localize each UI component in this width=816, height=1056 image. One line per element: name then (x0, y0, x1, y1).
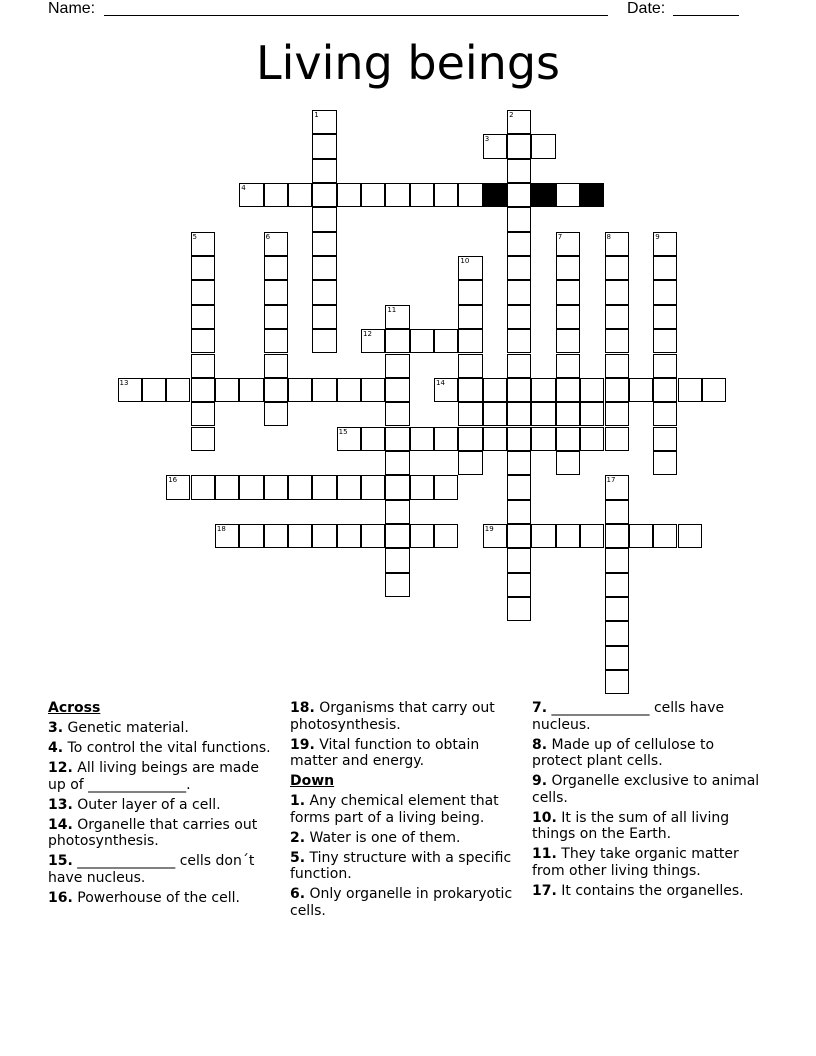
grid-cell[interactable] (191, 232, 215, 256)
grid-cell[interactable] (702, 378, 726, 402)
clue-text: They take organic matter from other living things. (532, 846, 739, 879)
clue-text: Organelle exclusive to animal cells. (532, 773, 760, 806)
grid-cell[interactable] (385, 378, 409, 402)
grid-cell[interactable] (605, 232, 629, 256)
across-clue (48, 740, 280, 757)
grid-cell[interactable] (166, 475, 190, 499)
grid-cell[interactable] (288, 524, 312, 548)
grid-cell[interactable] (605, 280, 629, 304)
clue-number: 13. (48, 796, 73, 813)
grid-cell[interactable] (605, 621, 629, 645)
clue-number: 5 (192, 232, 198, 241)
grid-cell[interactable] (312, 134, 336, 158)
grid-cell[interactable] (507, 451, 531, 475)
clue-text: Water is one of them. (309, 829, 461, 846)
grid-cell[interactable] (507, 524, 531, 548)
grid-cell[interactable] (653, 378, 677, 402)
clue-text: ______________ cells don´t have nucleus. (48, 853, 255, 886)
clue-text: To control the vital functions. (67, 740, 271, 756)
date-label: Date: (627, 0, 666, 17)
grid-cell[interactable] (312, 305, 336, 329)
grid-cell[interactable] (531, 378, 555, 402)
down-clue (532, 700, 764, 733)
grid-cell[interactable] (653, 305, 677, 329)
grid-cell[interactable] (458, 378, 482, 402)
clue-number: 9 (655, 232, 660, 241)
grid-cell[interactable] (458, 354, 482, 378)
grid-cell[interactable] (215, 378, 239, 402)
grid-cell[interactable] (483, 134, 507, 158)
grid-cell[interactable] (556, 232, 580, 256)
across-heading: Across (48, 700, 101, 716)
down-clue (532, 737, 764, 770)
grid-cell[interactable] (264, 183, 288, 207)
grid-cell[interactable] (434, 524, 458, 548)
grid-cell[interactable] (507, 232, 531, 256)
grid-cell[interactable] (264, 402, 288, 426)
down-clue (290, 793, 522, 826)
grid-cell[interactable] (458, 427, 482, 451)
grid-cell[interactable] (556, 183, 580, 207)
grid-cell[interactable] (653, 329, 677, 353)
grid-cell[interactable] (605, 597, 629, 621)
clue-text: Vital function to obtain matter and energy. (290, 736, 480, 769)
grid-cell[interactable] (191, 402, 215, 426)
grid-cell[interactable] (580, 378, 604, 402)
clue-text: Organisms that carry out photosynthesis. (290, 700, 495, 733)
grid-cell[interactable] (385, 500, 409, 524)
grid-cell[interactable] (653, 354, 677, 378)
clue-number: 10. (532, 809, 557, 826)
grid-cell[interactable] (507, 183, 531, 207)
grid-cell[interactable] (264, 305, 288, 329)
grid-cell[interactable] (264, 475, 288, 499)
grid-cell[interactable] (434, 378, 458, 402)
grid-cell[interactable] (385, 427, 409, 451)
grid-cell[interactable] (678, 378, 702, 402)
clue-text: Only organelle in prokaryotic cells. (290, 886, 513, 919)
grid-cell[interactable] (361, 378, 385, 402)
grid-cell[interactable] (507, 597, 531, 621)
grid-cell[interactable] (531, 524, 555, 548)
grid-cell[interactable] (434, 427, 458, 451)
clue-number: 9. (532, 773, 548, 789)
grid-cell[interactable] (312, 524, 336, 548)
grid-cell[interactable] (507, 110, 531, 134)
down-clue (532, 883, 764, 900)
clue-text: Made up of cellulose to protect plant cells. (532, 736, 715, 769)
clue-number: 8. (532, 736, 548, 753)
grid-cell[interactable] (385, 183, 409, 207)
clue-number: 6. (290, 886, 306, 902)
grid-cell[interactable] (312, 280, 336, 304)
clue-number: 4 (241, 184, 246, 193)
grid-cell[interactable] (312, 232, 336, 256)
grid-cell[interactable] (312, 159, 336, 183)
grid-cell[interactable] (605, 548, 629, 572)
grid-cell[interactable] (361, 475, 385, 499)
grid-cell[interactable] (264, 232, 288, 256)
grid-cell[interactable] (410, 427, 434, 451)
clues-column-2 (290, 700, 522, 923)
grid-cell[interactable] (653, 427, 677, 451)
clue-text: Any chemical element that forms part of a living being. (290, 793, 499, 826)
grid-cell[interactable] (556, 451, 580, 475)
across-clue (48, 890, 280, 907)
grid-cell[interactable] (605, 573, 629, 597)
grid-cell[interactable] (507, 354, 531, 378)
grid-cell[interactable] (605, 500, 629, 524)
clue-number: 11. (532, 846, 557, 862)
down-clue (532, 810, 764, 843)
clue-text: Genetic material. (67, 720, 189, 736)
grid-cell[interactable] (653, 524, 677, 548)
grid-cell[interactable] (605, 670, 629, 694)
clue-number: 16. (48, 889, 73, 906)
grid-cell[interactable] (434, 475, 458, 499)
grid-cell[interactable] (507, 548, 531, 572)
clue-number: 3. (48, 720, 64, 736)
grid-cell[interactable] (507, 573, 531, 597)
grid-cell[interactable] (605, 524, 629, 548)
clue-number: 5. (290, 849, 306, 866)
grid-cell[interactable] (264, 524, 288, 548)
down-clue (532, 773, 764, 806)
grid-cell[interactable] (483, 378, 507, 402)
across-clue (48, 720, 280, 737)
grid-cell[interactable] (605, 402, 629, 426)
grid-cell[interactable] (191, 475, 215, 499)
grid-cell[interactable] (361, 329, 385, 353)
clue-text: It contains the organelles. (561, 882, 744, 899)
blocked-square (580, 183, 604, 207)
grid-cell[interactable] (191, 280, 215, 304)
clue-number: 7. (532, 700, 548, 716)
grid-cell[interactable] (580, 524, 604, 548)
grid-cell[interactable] (507, 134, 531, 158)
grid-cell[interactable] (580, 427, 604, 451)
down-clue (290, 850, 522, 883)
grid-cell[interactable] (410, 329, 434, 353)
clue-number: 6 (265, 232, 271, 241)
grid-cell[interactable] (507, 329, 531, 353)
clue-number: 1 (314, 111, 319, 119)
grid-cell[interactable] (507, 500, 531, 524)
clue-number: 11 (387, 305, 397, 314)
grid-cell[interactable] (531, 402, 555, 426)
grid-cell[interactable] (288, 475, 312, 499)
grid-cell[interactable] (385, 524, 409, 548)
across-clue (48, 797, 280, 814)
grid-cell[interactable] (507, 159, 531, 183)
clue-number: 1. (290, 793, 306, 809)
clue-number: 12. (48, 760, 73, 776)
grid-cell[interactable] (312, 110, 336, 134)
across-clue (48, 853, 280, 886)
grid-cell[interactable] (264, 378, 288, 402)
clue-number: 2. (290, 829, 306, 846)
grid-cell[interactable] (507, 207, 531, 231)
grid-cell[interactable] (653, 232, 677, 256)
grid-cell[interactable] (312, 378, 336, 402)
grid-cell[interactable] (458, 451, 482, 475)
grid-cell[interactable] (337, 475, 361, 499)
grid-cell[interactable] (507, 305, 531, 329)
grid-cell[interactable] (653, 402, 677, 426)
grid-cell[interactable] (458, 280, 482, 304)
clue-text: All living beings are made up of ______________. (48, 760, 259, 793)
clue-text: Organelle that carries out photosynthesis. (48, 816, 258, 849)
grid-cell[interactable] (118, 378, 142, 402)
grid-cell[interactable] (385, 548, 409, 572)
grid-cell[interactable] (678, 524, 702, 548)
grid-cell[interactable] (385, 451, 409, 475)
grid-cell[interactable] (507, 256, 531, 280)
grid-cell[interactable] (215, 475, 239, 499)
clue-number: 19. (290, 736, 315, 753)
across-clue (48, 817, 280, 850)
grid-cell[interactable] (385, 573, 409, 597)
grid-cell[interactable] (361, 524, 385, 548)
grid-cell[interactable] (556, 378, 580, 402)
down-clue (290, 830, 522, 847)
clues-column-3 (532, 700, 764, 903)
grid-cell[interactable] (385, 475, 409, 499)
grid-cell[interactable] (191, 329, 215, 353)
grid-cell[interactable] (191, 427, 215, 451)
grid-cell[interactable] (556, 305, 580, 329)
across-clue-list (290, 700, 522, 770)
grid-cell[interactable] (556, 427, 580, 451)
grid-cell[interactable] (556, 354, 580, 378)
clue-number: 7 (557, 232, 563, 241)
clue-number: 19 (484, 524, 494, 533)
clue-number: 17 (606, 476, 616, 485)
clue-number: 15 (338, 427, 348, 436)
grid-cell[interactable] (191, 354, 215, 378)
clue-text: It is the sum of all living things on the Earth. (532, 809, 730, 842)
grid-cell[interactable] (312, 475, 336, 499)
grid-cell[interactable] (458, 256, 482, 280)
grid-cell[interactable] (434, 183, 458, 207)
clue-number: 2 (509, 111, 514, 119)
grid-cell[interactable] (312, 183, 336, 207)
grid-cell[interactable] (580, 402, 604, 426)
clue-number: 3 (484, 135, 490, 144)
grid-cell[interactable] (239, 524, 263, 548)
grid-cell[interactable] (507, 427, 531, 451)
grid-cell[interactable] (531, 134, 555, 158)
grid-cell[interactable] (605, 329, 629, 353)
grid-cell[interactable] (215, 524, 239, 548)
grid-cell[interactable] (410, 524, 434, 548)
grid-cell[interactable] (458, 329, 482, 353)
grid-cell[interactable] (361, 427, 385, 451)
grid-cell[interactable] (653, 451, 677, 475)
grid-cell[interactable] (264, 256, 288, 280)
grid-cell[interactable] (653, 280, 677, 304)
grid-cell[interactable] (312, 329, 336, 353)
grid-cell[interactable] (312, 207, 336, 231)
grid-cell[interactable] (264, 329, 288, 353)
clue-number: 17. (532, 882, 557, 899)
down-clue-list (532, 700, 764, 899)
blocked-square (531, 183, 555, 207)
grid-cell[interactable] (507, 378, 531, 402)
grid-cell[interactable] (312, 256, 336, 280)
grid-cell[interactable] (337, 183, 361, 207)
grid-cell[interactable] (239, 378, 263, 402)
grid-cell[interactable] (507, 402, 531, 426)
grid-cell[interactable] (605, 646, 629, 670)
across-clue-list (48, 720, 280, 906)
grid-cell[interactable] (605, 378, 629, 402)
grid-cell[interactable] (142, 378, 166, 402)
grid-cell[interactable] (385, 402, 409, 426)
grid-cell[interactable] (239, 475, 263, 499)
grid-cell[interactable] (337, 427, 361, 451)
grid-cell[interactable] (605, 256, 629, 280)
across-clue (290, 737, 522, 770)
grid-cell[interactable] (385, 305, 409, 329)
grid-cell[interactable] (605, 305, 629, 329)
grid-cell[interactable] (507, 475, 531, 499)
grid-cell[interactable] (239, 183, 263, 207)
grid-cell[interactable] (458, 402, 482, 426)
grid-cell[interactable] (556, 524, 580, 548)
grid-cell[interactable] (458, 305, 482, 329)
down-clue-list (290, 793, 522, 919)
grid-cell[interactable] (556, 280, 580, 304)
grid-cell[interactable] (191, 305, 215, 329)
clue-number: 8 (606, 232, 611, 241)
grid-cell[interactable] (410, 475, 434, 499)
grid-cell[interactable] (288, 378, 312, 402)
grid-cell[interactable] (410, 183, 434, 207)
grid-cell[interactable] (605, 354, 629, 378)
clue-number: 18. (290, 700, 315, 716)
grid-cell[interactable] (556, 402, 580, 426)
grid-cell[interactable] (483, 524, 507, 548)
grid-cell[interactable] (264, 354, 288, 378)
grid-cell[interactable] (361, 183, 385, 207)
grid-cell[interactable] (191, 378, 215, 402)
grid-cell[interactable] (458, 183, 482, 207)
grid-cell[interactable] (653, 256, 677, 280)
grid-cell[interactable] (605, 427, 629, 451)
clue-text: Tiny structure with a specific function. (290, 849, 512, 882)
clue-text: Powerhouse of the cell. (77, 889, 240, 906)
blocked-square (483, 183, 507, 207)
grid-cell[interactable] (507, 280, 531, 304)
grid-cell[interactable] (483, 402, 507, 426)
grid-cell[interactable] (483, 427, 507, 451)
grid-cell[interactable] (166, 378, 190, 402)
across-clue (290, 700, 522, 733)
grid-cell[interactable] (337, 378, 361, 402)
down-heading: Down (290, 773, 335, 789)
grid-cell[interactable] (531, 427, 555, 451)
clue-number: 15. (48, 853, 73, 869)
grid-cell[interactable] (337, 524, 361, 548)
down-clue (290, 886, 522, 919)
clue-number: 14. (48, 816, 73, 833)
clue-number: 14 (436, 378, 445, 387)
clue-text: Outer layer of a cell. (77, 796, 221, 813)
grid-cell[interactable] (385, 329, 409, 353)
clue-number: 10 (460, 257, 470, 266)
down-clue (532, 846, 764, 879)
clue-number: 12 (363, 330, 372, 339)
puzzle-title: Living beings (256, 36, 560, 90)
clue-number: 18 (216, 524, 226, 533)
grid-cell[interactable] (385, 354, 409, 378)
across-clue (48, 760, 280, 793)
clue-number: 16 (168, 476, 178, 485)
grid-cell[interactable] (629, 524, 653, 548)
clue-text: ______________ cells have nucleus. (532, 700, 725, 733)
grid-cell[interactable] (556, 256, 580, 280)
grid-cell[interactable] (434, 329, 458, 353)
grid-cell[interactable] (191, 256, 215, 280)
name-label: Name: (48, 0, 96, 17)
grid-cell[interactable] (264, 280, 288, 304)
grid-cell[interactable] (556, 329, 580, 353)
clues-column-1 (48, 700, 280, 910)
clue-number: 13 (119, 378, 129, 387)
clue-number: 4. (48, 740, 64, 756)
grid-cell[interactable] (629, 378, 653, 402)
grid-cell[interactable] (288, 183, 312, 207)
grid-cell[interactable] (605, 475, 629, 499)
